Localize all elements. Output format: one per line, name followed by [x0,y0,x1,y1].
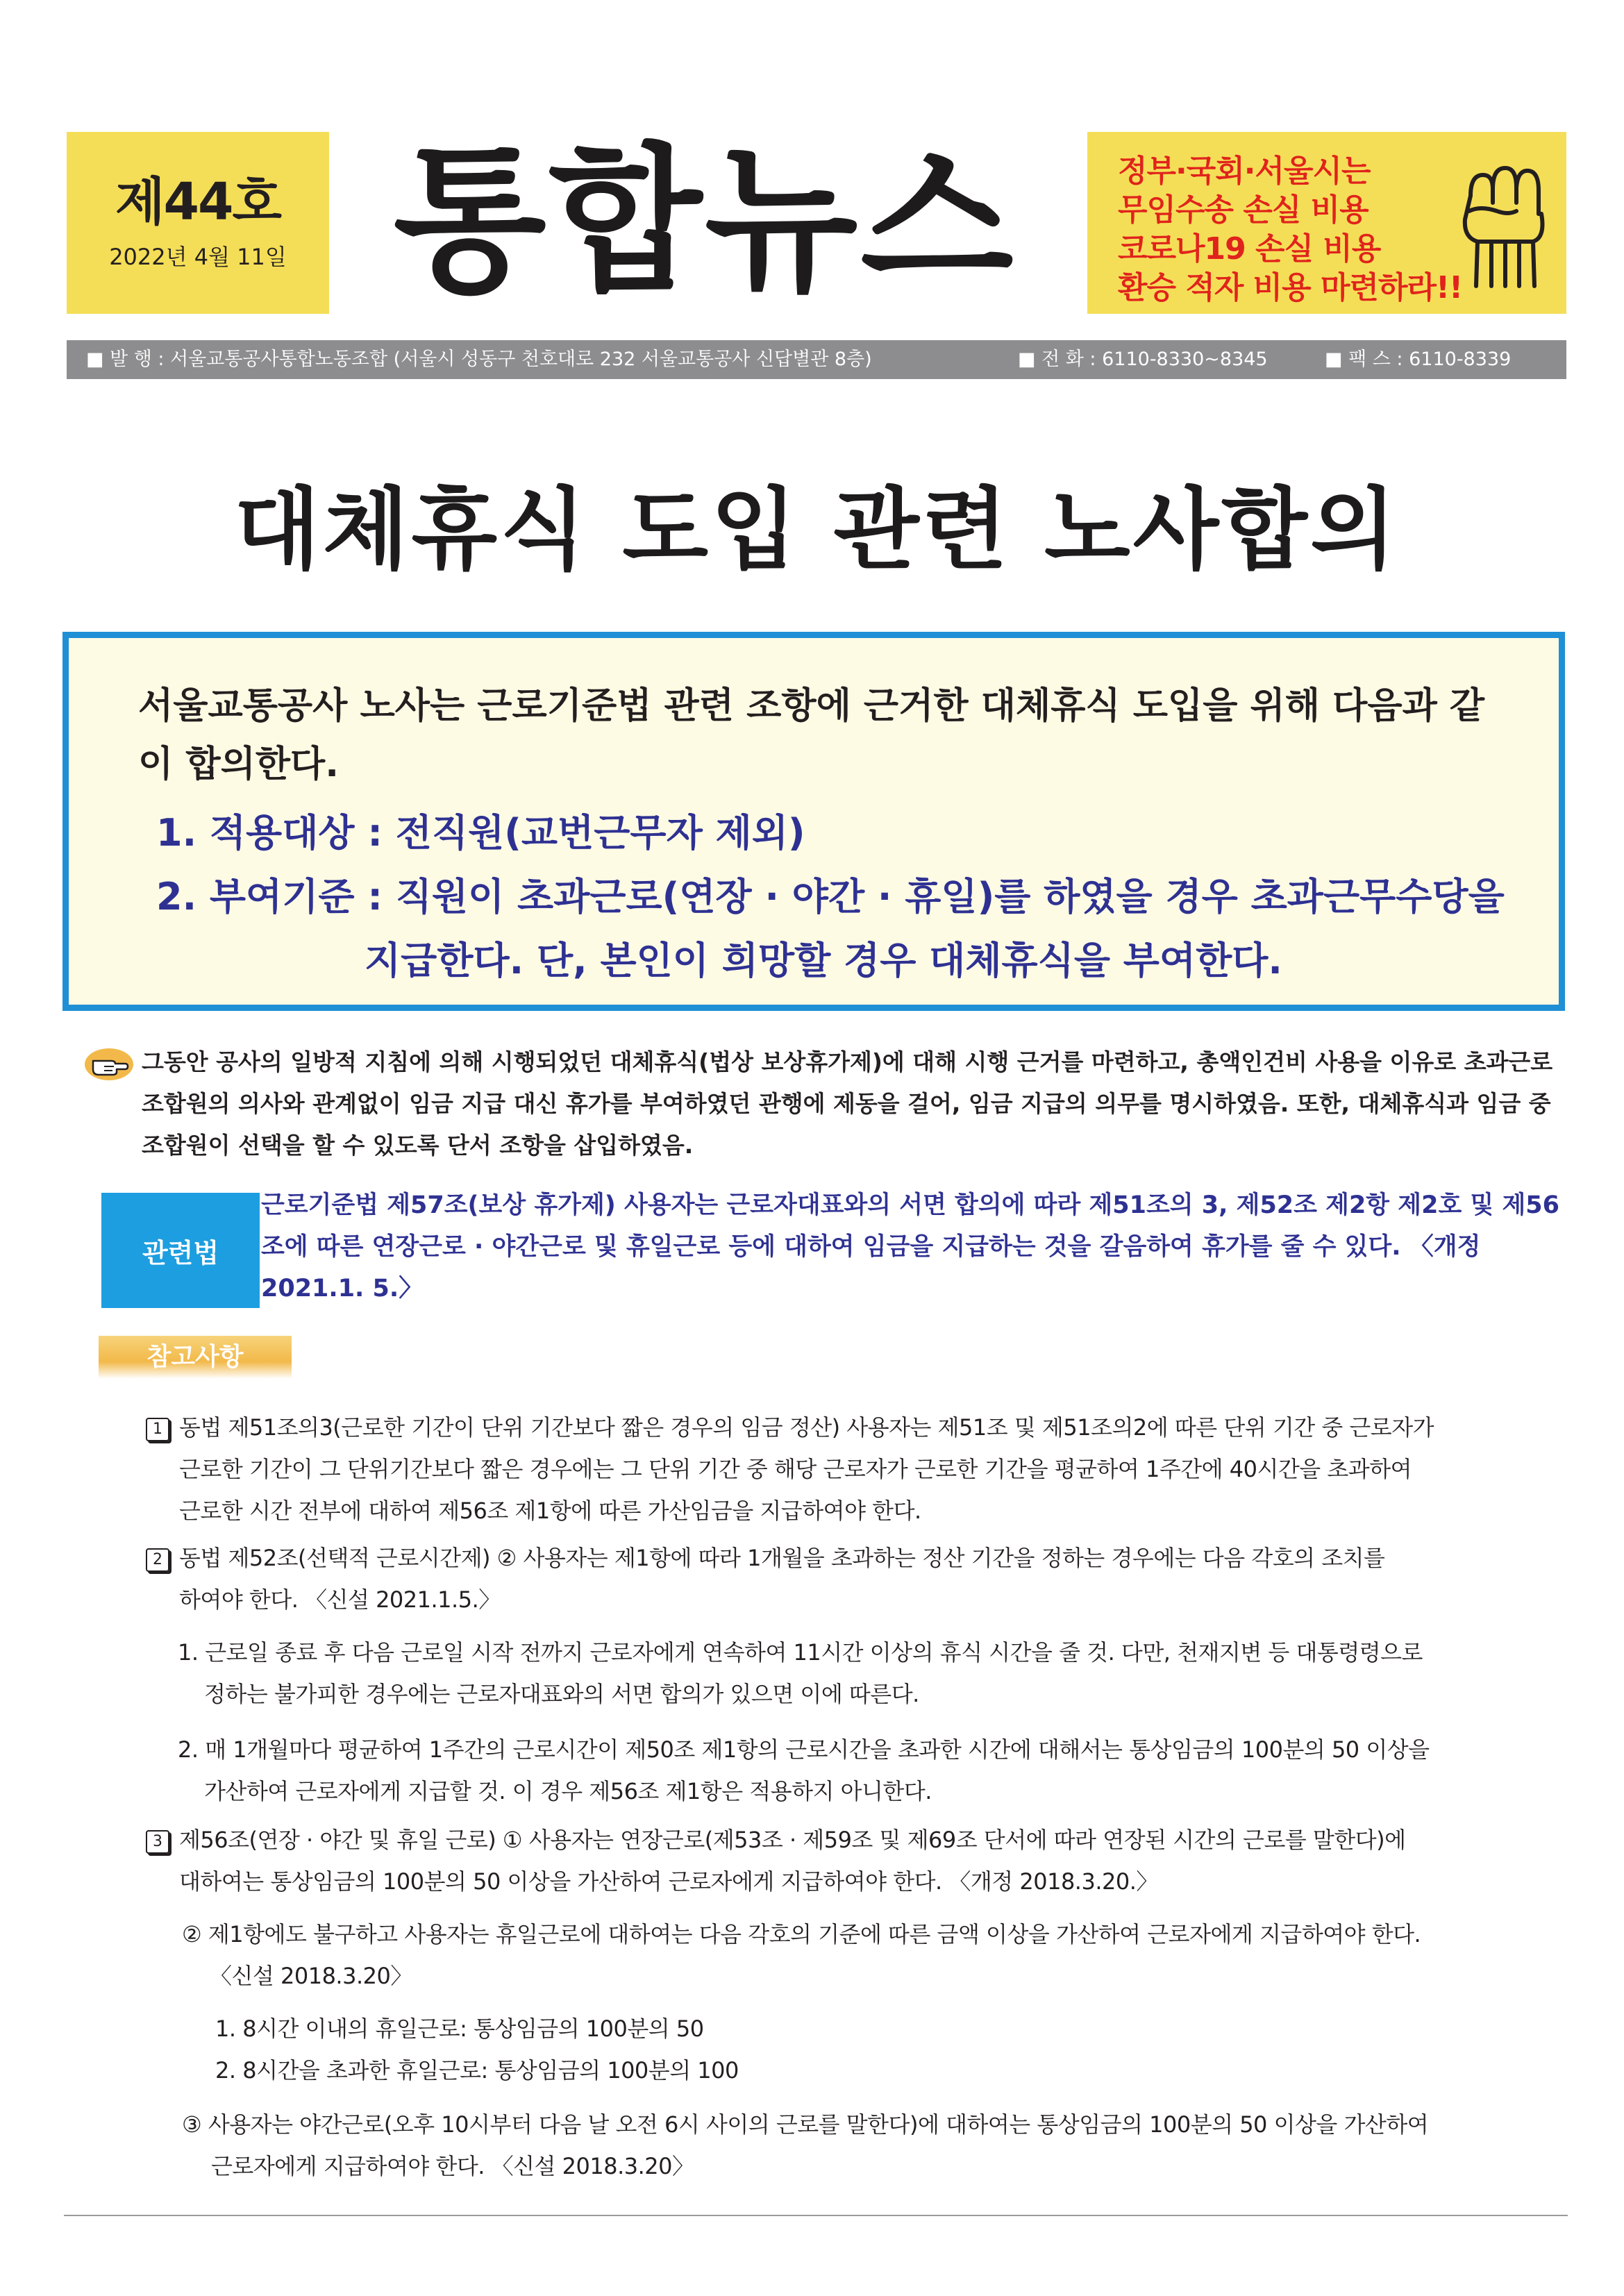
phone-info: ■ 전 화 : 6110-8330~8345 [1018,349,1268,370]
reference-line: 동법 제52조(선택적 근로시간제) ② 사용자는 제1항에 따라 1개월을 초과하는 정산 기간을 정하는 경우에는 다음 각호의 조치를 [179,1545,1385,1571]
reference-line: 대하여는 통상임금의 100분의 50 이상을 가산하여 근로자에게 지급하여야 한다. 〈개정 2018.3.20.〉 [179,1868,1158,1895]
publisher-info-bar [67,340,1566,379]
bottom-rule [64,2215,1568,2216]
reference-line: 2. 매 1개월마다 평균하여 1주간의 근로시간이 제50조 제1항의 근로시간을 초과한 시간에 대해서는 통상임금의 100분의 50 이상을 [178,1736,1430,1763]
reference-line: 제56조(연장 · 야간 및 휴일 근로) ① 사용자는 연장근로(제53조 · 제59조 및 제69조 단서에 따라 연장된 시간의 근로를 말한다)에 [179,1827,1406,1853]
reference-line: 하여야 한다. 〈신설 2021.1.5.〉 [179,1586,501,1613]
issue-date: 2022년 4월 11일 [109,243,287,270]
issue-box [67,132,329,314]
slogan-box [1087,132,1566,314]
agreement-item-criteria-cont: 지급한다. 단, 본인이 희망할 경우 대체휴식을 부여한다. [365,939,1282,982]
reference-line: ② 제1항에도 불구하고 사용자는 휴일근로에 대하여는 다음 각호의 기준에 따른 금액 이상을 가산하여 근로자에게 지급하여야 한다. [182,1921,1421,1947]
headline: 대체휴식 도입 관련 노사합의 [234,478,1399,582]
reference-line: 2. 8시간을 초과한 휴일근로: 통상임금의 100분의 100 [215,2057,739,2084]
agreement-box [62,632,1565,1011]
agreement-intro: 서울교통공사 노사는 근로기준법 관련 조항에 근거한 대체휴식 도입을 위해 다음과 같이 합의한다. [138,685,1485,785]
pointing-hand-icon [83,1047,135,1082]
fax-info: ■ 팩 스 : 6110-8339 [1325,349,1512,370]
circled-number: 1 [146,1418,169,1441]
agreement-item-target: 1. 적용대상 : 전직원(교번근무자 제외) [156,811,805,855]
slogan-line: 무임수송 손실 비용 [1118,192,1368,228]
reference-line: 1. 근로일 종료 후 다음 근로일 시작 전까지 근로자에게 연속하여 11시간 이상의 휴식 시간을 줄 것. 다만, 천재지변 등 대통령령으로 [178,1639,1423,1666]
fist-icon [1450,147,1554,293]
publisher-info: ■ 발 행 : 서울교통공사통합노동조합 (서울시 성동구 천호대로 232 서울교통공사 신답별관 8층) [86,349,872,370]
slogan-line: 정부·국회·서울시는 [1118,153,1371,189]
reference-line: 근로자에게 지급하여야 한다. 〈신설 2018.3.20〉 [211,2153,694,2179]
reference-line: 가산하여 근로자에게 지급할 것. 이 경우 제56조 제1항은 적용하지 아니한다. [204,1778,932,1804]
body-paragraph: 그동안 공사의 일방적 지침에 의해 시행되었던 대체휴식(법상 보상휴가제)에 대해 시행 근거를 마련하고, 총액인건비 사용을 이유로 초과근로 조합원의 의사와 관계없이 임금 지급 대신 휴가를 부여하였던 관행에 제동을 걸어, 임금 지급의 의무를 명시하였음. 또한, 대체휴식과 임금 중 조합원이 선택을 할 수 있도록 단서 조항을 삽입하였음. [142,1048,1553,1159]
related-law-text: 근로기준법 제57조(보상 휴가제) 사용자는 근로자대표와의 서면 합의에 따라 제51조의 3, 제52조 제2항 제2호 및 제56조에 따른 연장근로 · 야간근로 및 휴일근로 등에 대하여 임금을 지급하는 것을 갈음하여 휴가를 줄 수 있다. 〈개정 2021.1. 5.〉 [261,1191,1559,1302]
related-law-badge: 관련법 [101,1193,260,1308]
reference-line: 정하는 불가피한 경우에는 근로자대표와의 서면 합의가 있으면 이에 따른다. [204,1681,919,1707]
reference-line: 동법 제51조의3(근로한 기간이 단위 기간보다 짧은 경우의 임금 정산) 사용자는 제51조 및 제51조의2에 따른 단위 기간 중 근로자가 [179,1414,1434,1441]
masthead-title: 통합뉴스 [393,128,1016,313]
agreement-item-criteria: 2. 부여기준 : 직원이 초과근로(연장 · 야간 · 휴일)를 하였을 경우 초과근무수당을 [156,875,1505,919]
slogan-line: 코로나19 손실 비용 [1118,231,1381,267]
slogan-line: 환승 적자 비용 마련하라!! [1118,270,1463,305]
issue-number: 제44호 [115,172,281,233]
reference-line: 1. 8시간 이내의 휴일근로: 통상임금의 100분의 50 [215,2016,704,2042]
reference-tab: 참고사항 [99,1336,292,1379]
reference-line: ③ 사용자는 야간근로(오후 10시부터 다음 날 오전 6시 사이의 근로를 말한다)에 대하여는 통상임금의 100분의 50 이상을 가산하여 [182,2111,1429,2138]
circled-number: 2 [146,1548,169,1572]
reference-line: 근로한 기간이 그 단위기간보다 짧은 경우에는 그 단위 기간 중 해당 근로자가 근로한 기간을 평균하여 1주간에 40시간을 초과하여 [179,1456,1412,1482]
circled-number: 3 [146,1830,169,1854]
reference-line: 근로한 시간 전부에 대하여 제56조 제1항에 따른 가산임금을 지급하여야 한다. [179,1498,921,1524]
reference-line: 〈신설 2018.3.20〉 [210,1963,412,1989]
